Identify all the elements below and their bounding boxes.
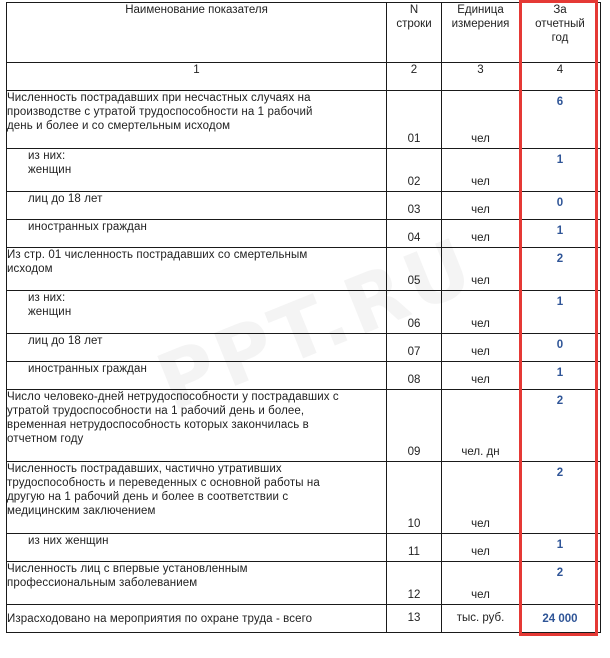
column-numbers-row	[7, 63, 601, 91]
row-line: 09	[387, 390, 442, 462]
row-line: 11	[387, 534, 442, 562]
table-row	[7, 149, 601, 192]
table-row	[7, 562, 601, 605]
table-row	[7, 362, 601, 390]
row-value: 1	[520, 362, 601, 390]
table-row	[7, 534, 601, 562]
table-row	[7, 390, 601, 462]
row-line: 02	[387, 149, 442, 192]
row-line: 10	[387, 462, 442, 534]
row-name: из них: женщин	[7, 149, 387, 192]
row-value: 0	[520, 334, 601, 362]
column-number: 3	[442, 63, 520, 91]
row-name: Число человеко-дней нетрудоспособности у пострадавших с утратой трудоспособности на 1 рабочий день и более, временная нетрудоспособность которых закончилась в отчетном году	[7, 390, 387, 462]
row-unit: тыс. руб.	[442, 605, 520, 633]
table-row	[7, 605, 601, 633]
row-unit: чел	[442, 149, 520, 192]
column-number: 4	[520, 63, 601, 91]
row-line: 04	[387, 220, 442, 248]
row-value: 0	[520, 192, 601, 220]
row-line: 12	[387, 562, 442, 605]
row-line: 08	[387, 362, 442, 390]
row-line: 13	[387, 605, 442, 633]
row-name: Численность пострадавших при несчастных случаях на производстве с утратой трудоспособности на 1 рабочий день и более и со смертельным исходом	[7, 91, 387, 149]
table-row	[7, 192, 601, 220]
row-value: 1	[520, 220, 601, 248]
row-value: 1	[520, 534, 601, 562]
table-row	[7, 91, 601, 149]
row-value: 2	[520, 462, 601, 534]
row-value: 1	[520, 149, 601, 192]
header-row	[7, 3, 601, 63]
row-line: 01	[387, 91, 442, 149]
row-name: лиц до 18 лет	[7, 192, 387, 220]
row-value: 6	[520, 91, 601, 149]
row-value: 2	[520, 562, 601, 605]
table-row	[7, 291, 601, 334]
row-name: иностранных граждан	[7, 220, 387, 248]
column-number: 2	[387, 63, 442, 91]
row-unit: чел	[442, 334, 520, 362]
row-unit: чел	[442, 220, 520, 248]
row-name: Численность лиц с впервые установленным профессиональным заболеванием	[7, 562, 387, 605]
row-value: 1	[520, 291, 601, 334]
row-unit: чел	[442, 192, 520, 220]
column-number: 1	[7, 63, 387, 91]
table-row	[7, 334, 601, 362]
header-name: Наименование показателя	[7, 3, 387, 63]
header-value: За отчетный год	[520, 3, 601, 63]
row-unit: чел	[442, 91, 520, 149]
row-name: иностранных граждан	[7, 362, 387, 390]
report-table	[6, 2, 601, 633]
row-line: 03	[387, 192, 442, 220]
row-line: 07	[387, 334, 442, 362]
row-unit: чел	[442, 534, 520, 562]
row-name: из них: женщин	[7, 291, 387, 334]
row-value: 2	[520, 248, 601, 291]
row-value: 2	[520, 390, 601, 462]
row-name: Израсходовано на мероприятия по охране труда - всего	[7, 605, 387, 633]
header-line: N строки	[387, 3, 442, 63]
table-row	[7, 462, 601, 534]
row-unit: чел	[442, 362, 520, 390]
row-unit: чел	[442, 562, 520, 605]
table-row	[7, 220, 601, 248]
row-name: Численность пострадавших, частично утративших трудоспособность и переведенных с основной работы на другую на 1 рабочий день и более в соответствии с медицинским заключением	[7, 462, 387, 534]
row-unit: чел. дн	[442, 390, 520, 462]
row-name: Из стр. 01 численность пострадавших со смертельным исходом	[7, 248, 387, 291]
row-unit: чел	[442, 291, 520, 334]
row-name: из них женщин	[7, 534, 387, 562]
row-line: 05	[387, 248, 442, 291]
header-unit: Единица измерения	[442, 3, 520, 63]
row-unit: чел	[442, 462, 520, 534]
row-line: 06	[387, 291, 442, 334]
table-row	[7, 248, 601, 291]
row-value: 24 000	[520, 605, 601, 633]
row-name: лиц до 18 лет	[7, 334, 387, 362]
row-unit: чел	[442, 248, 520, 291]
